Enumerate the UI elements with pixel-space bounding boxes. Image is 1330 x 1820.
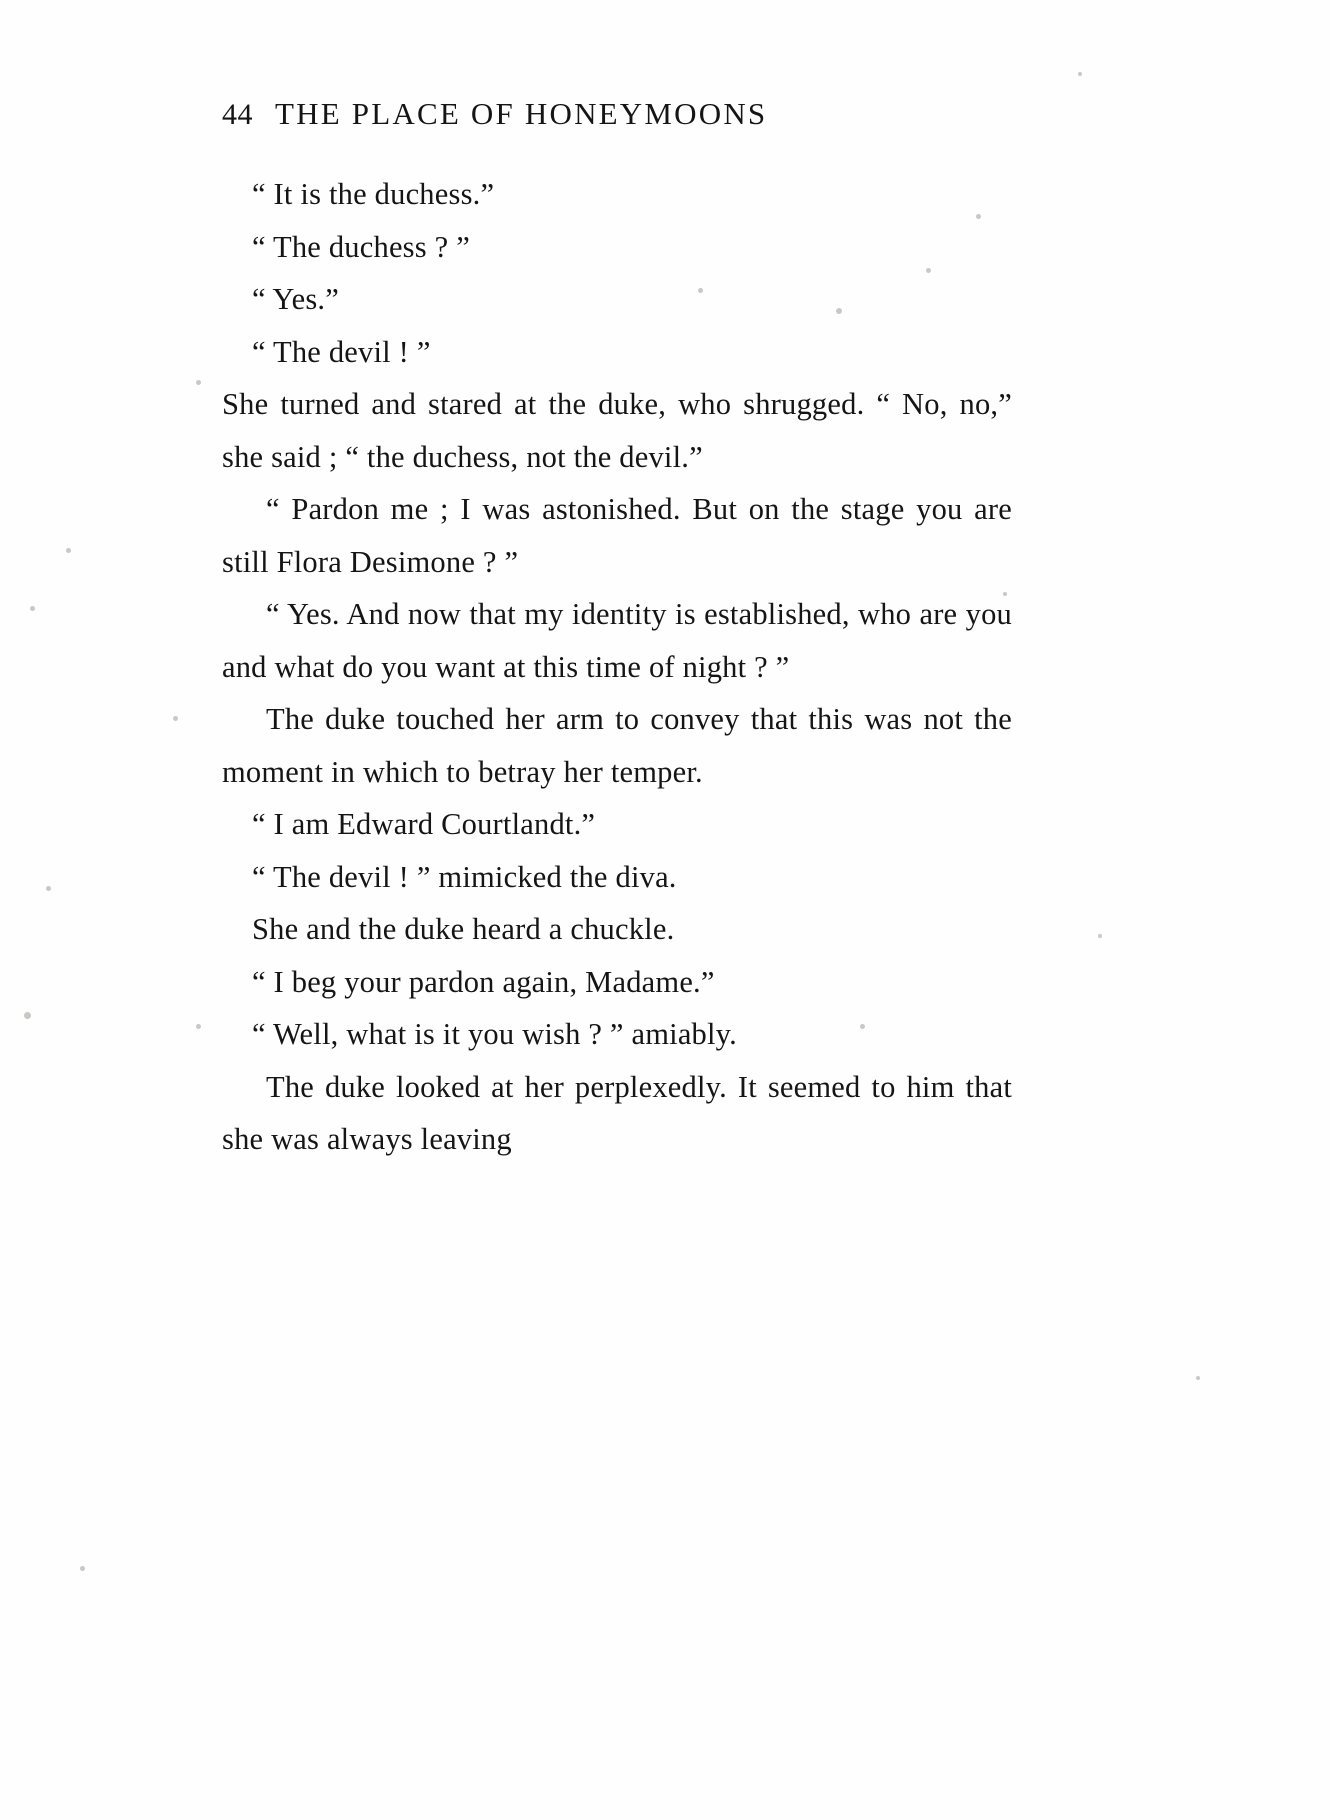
paragraph: “ It is the duchess.” bbox=[252, 177, 495, 211]
paper-speck bbox=[80, 1566, 85, 1571]
paragraph: “ Well, what is it you wish ? ” amiably. bbox=[252, 1017, 737, 1051]
running-head bbox=[222, 96, 1012, 132]
paper-speck bbox=[173, 716, 178, 721]
paragraph: “ The devil ! ” bbox=[252, 334, 431, 369]
paragraph: “ Yes. And now that my identity is established, who are you and what do you want at this time of night ? ” bbox=[222, 597, 1012, 684]
paper-speck bbox=[46, 886, 51, 891]
paragraph: “ The duchess ? ” bbox=[252, 229, 470, 264]
paragraph: “ Pardon me ; I was astonished. But on the stage you are still Flora Desimone ? ” bbox=[222, 492, 1012, 579]
paper-speck bbox=[24, 1012, 31, 1019]
paragraph: The duke looked at her perplexedly. It seemed to him that she was always leaving bbox=[222, 1069, 1012, 1156]
running-head-title: THE PLACE OF HONEYMOONS bbox=[275, 96, 768, 131]
paper-speck bbox=[1196, 1376, 1200, 1380]
page-number: 44 bbox=[222, 98, 253, 131]
paragraph: “ I am Edward Courtlandt.” bbox=[252, 807, 596, 841]
paragraph: The duke touched her arm to convey that this was not the moment in which to betray her temper. bbox=[222, 702, 1012, 789]
paper-speck bbox=[196, 1024, 201, 1029]
paragraph: “ The devil ! ” mimicked the diva. bbox=[252, 859, 677, 894]
paper-speck bbox=[1078, 72, 1082, 76]
paper-speck bbox=[196, 380, 201, 385]
paper-speck bbox=[66, 548, 71, 553]
paper-speck bbox=[1098, 934, 1102, 938]
paragraph: She turned and stared at the duke, who shrugged. “ No, no,” she said ; “ the duchess, not the devil.” bbox=[222, 387, 1012, 474]
page-content bbox=[222, 96, 1012, 1166]
body-text bbox=[222, 168, 1012, 1166]
paper-speck bbox=[30, 606, 35, 611]
paragraph: She and the duke heard a chuckle. bbox=[252, 912, 675, 946]
paragraph: “ I beg your pardon again, Madame.” bbox=[252, 964, 715, 999]
paragraph: “ Yes.” bbox=[252, 282, 339, 316]
